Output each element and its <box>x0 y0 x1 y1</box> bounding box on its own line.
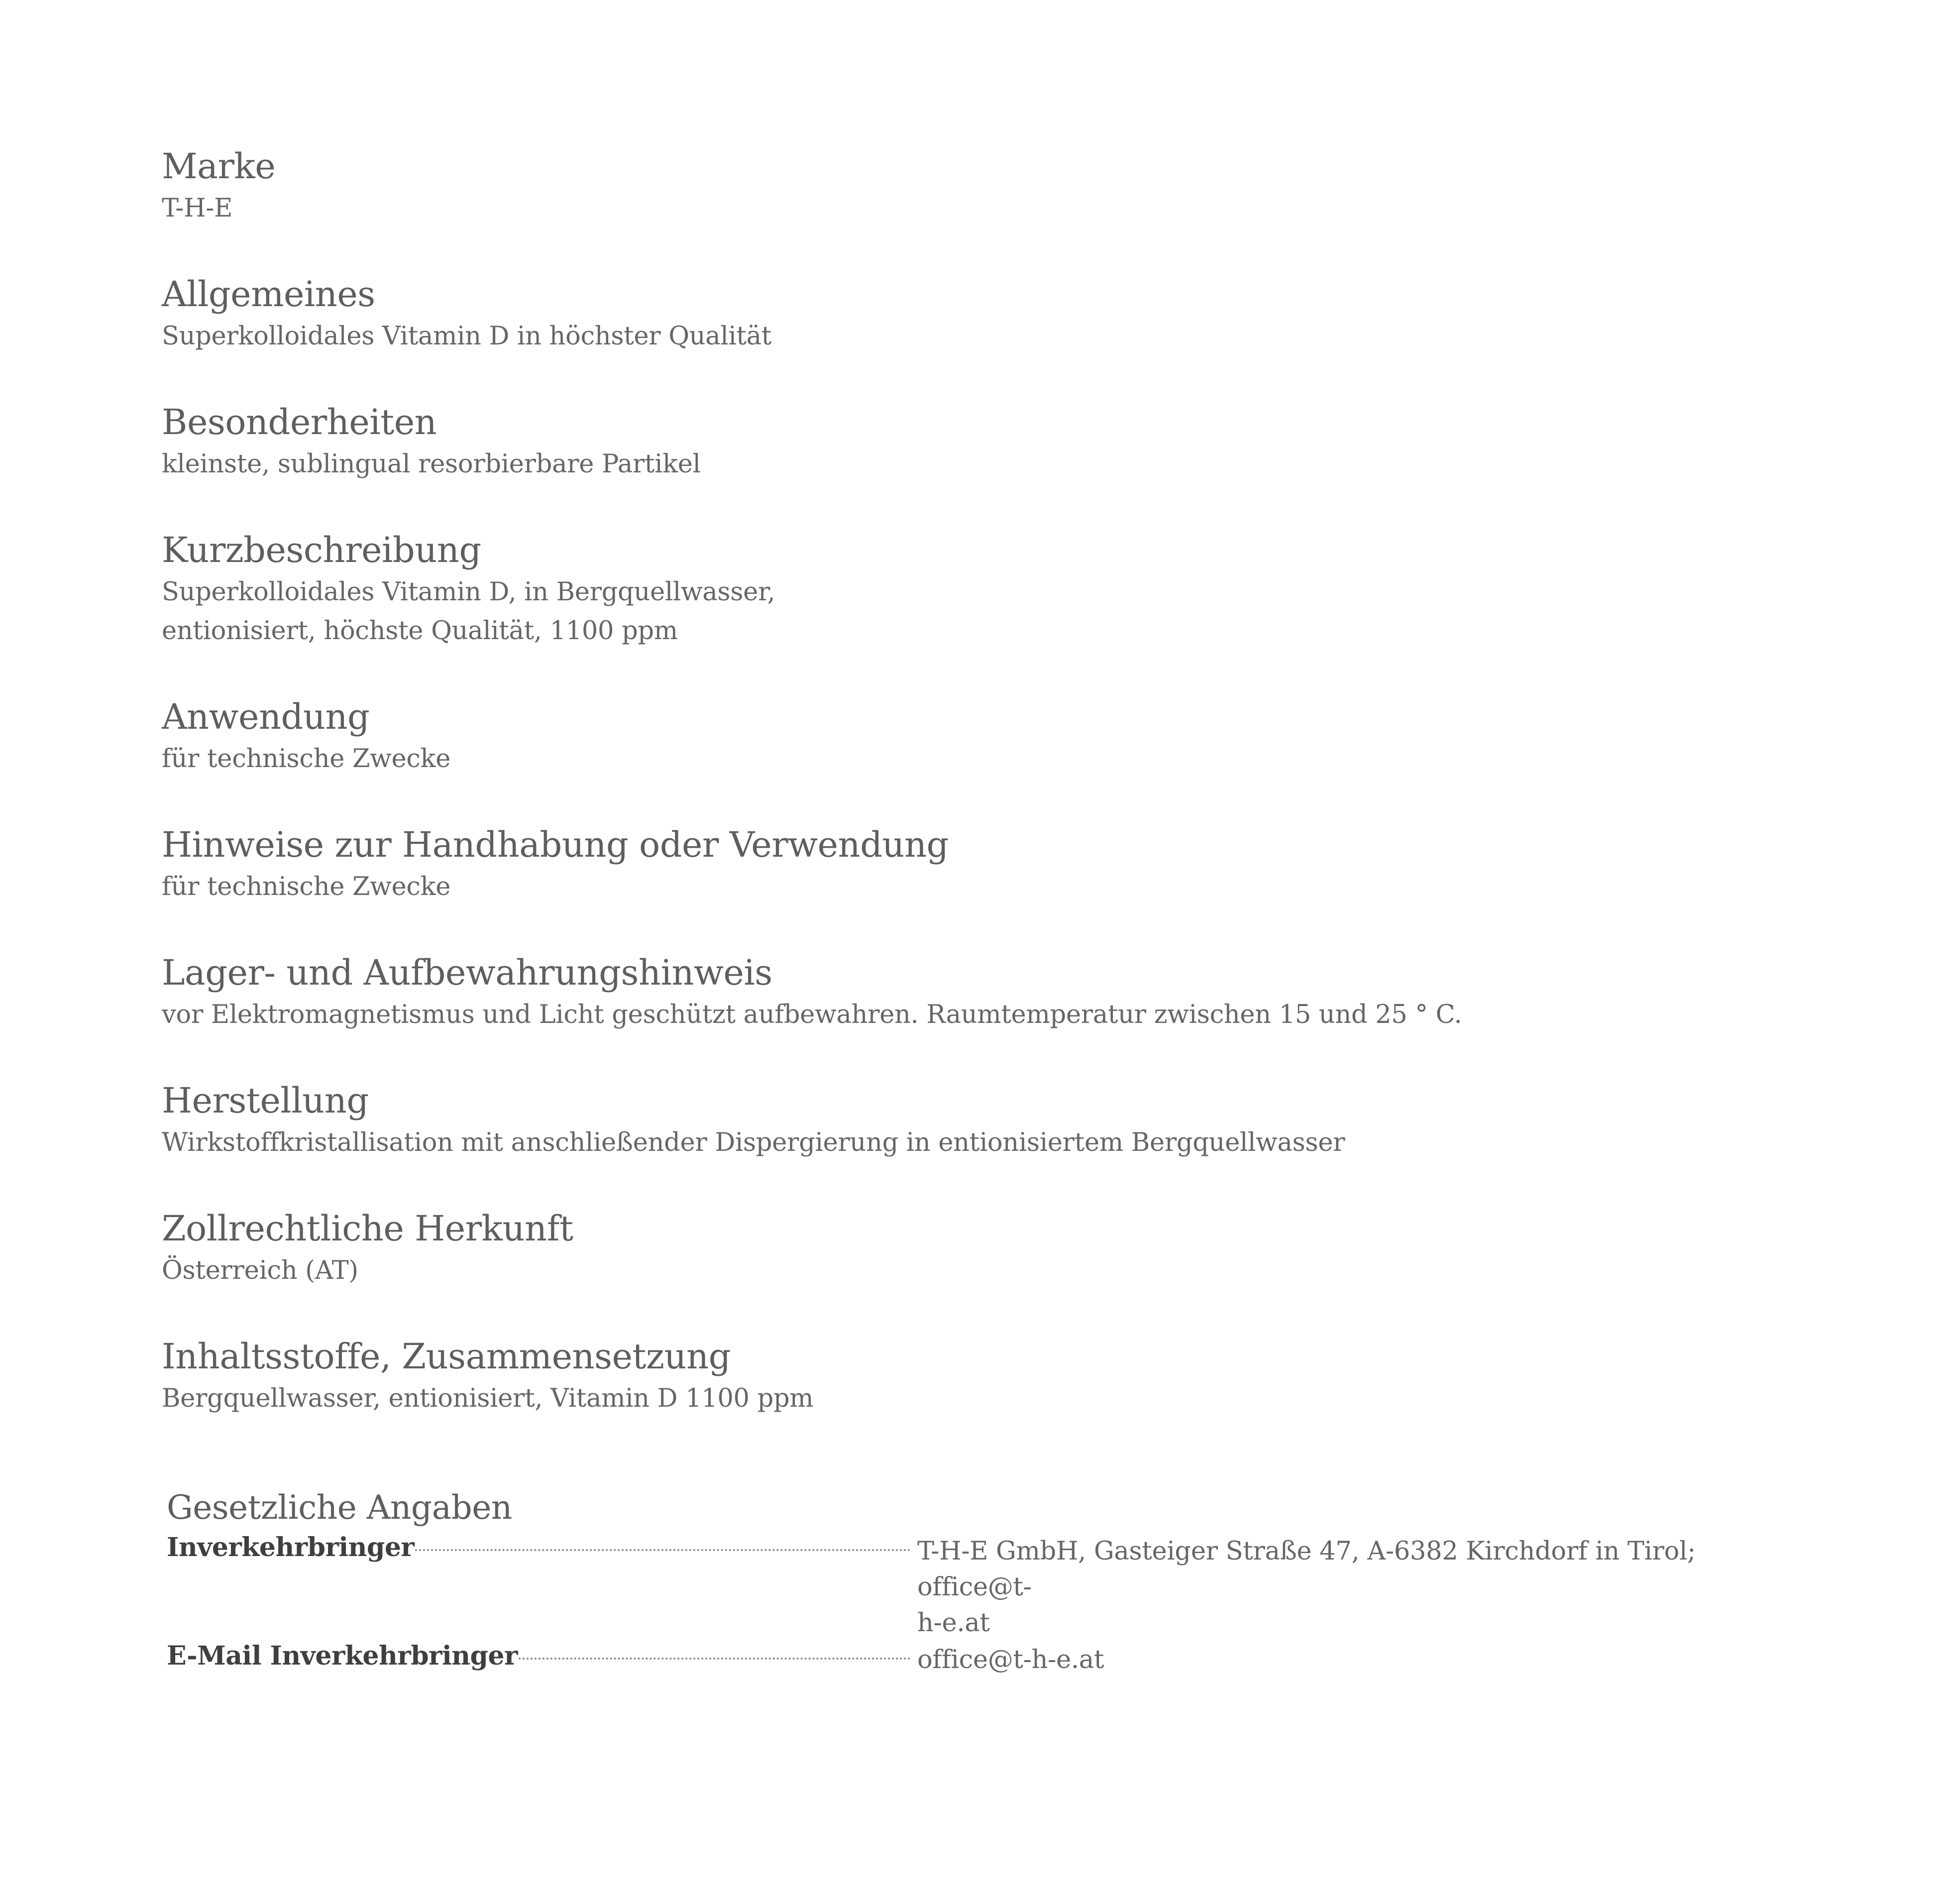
legal-label: Inverkehrbringer <box>167 1532 415 1563</box>
section-herkunft <box>162 1206 1804 1290</box>
section-anwendung <box>162 694 1804 779</box>
legal-info <box>167 1486 1809 1678</box>
section-inhaltsstoffe <box>162 1334 1804 1418</box>
section-text: für technische Zwecke <box>162 872 451 901</box>
dotted-leader <box>519 1658 910 1660</box>
legal-label-wrap <box>167 1638 917 1674</box>
section-text: kleinste, sublingual resorbierbare Partikel <box>162 449 701 479</box>
section-title: Allgemeines <box>162 274 375 315</box>
section-title: Inhaltsstoffe, Zusammensetzung <box>162 1336 731 1377</box>
legal-value-email: office@t-h-e.at <box>917 1645 1104 1675</box>
legal-row-inverkehrbringer <box>167 1530 1809 1641</box>
section-text: Superkolloidales Vitamin D in höchster Qualität <box>162 322 771 351</box>
section-marke <box>162 143 1804 228</box>
section-lagerung <box>162 950 1804 1034</box>
section-title: Marke <box>162 146 276 187</box>
section-text: vor Elektromagnetismus und Licht geschützt aufbewahren. Raumtemperatur zwischen 15 und 25 ° C. <box>162 1000 1462 1029</box>
section-title: Hinweise zur Handhabung oder Verwendung <box>162 824 949 865</box>
legal-value-line-1: T-H-E GmbH, Gasteiger Straße 47, A-6382 Kirchdorf in Tirol; office@t- <box>917 1537 1696 1602</box>
section-text: Bergquellwasser, entionisiert, Vitamin D 1100 ppm <box>162 1384 814 1413</box>
legal-value <box>917 1530 1773 1641</box>
dotted-leader <box>415 1549 910 1551</box>
section-text: T-H-E <box>162 194 233 223</box>
section-kurzbeschreibung <box>162 527 1804 651</box>
product-details <box>162 143 1804 1461</box>
legal-label: E-Mail Inverkehrbringer <box>167 1641 518 1671</box>
section-text-line-1: Superkolloidales Vitamin D, in Bergquellwasser, <box>162 577 775 607</box>
legal-value-line-2: h-e.at <box>917 1608 990 1638</box>
section-allgemeines <box>162 271 1804 356</box>
section-text: für technische Zwecke <box>162 744 451 774</box>
section-title: Lager- und Aufbewahrungshinweis <box>162 952 772 993</box>
section-text-line-2: entionisiert, höchste Qualität, 1100 ppm <box>162 616 678 646</box>
legal-title: Gesetzliche Angaben <box>167 1488 512 1527</box>
section-herstellung <box>162 1078 1804 1162</box>
section-title: Herstellung <box>162 1080 369 1121</box>
section-title: Besonderheiten <box>162 402 437 443</box>
section-hinweise <box>162 822 1804 906</box>
section-title: Zollrechtliche Herkunft <box>162 1208 573 1249</box>
section-besonderheiten <box>162 399 1804 484</box>
section-title: Anwendung <box>162 696 370 737</box>
legal-label-wrap <box>167 1530 917 1566</box>
section-text: Wirkstoffkristallisation mit anschließender Dispergierung in entionisiertem Bergquellwasser <box>162 1128 1345 1157</box>
section-text: Österreich (AT) <box>162 1256 358 1285</box>
section-title: Kurzbeschreibung <box>162 530 481 570</box>
legal-row-email <box>167 1638 1809 1678</box>
